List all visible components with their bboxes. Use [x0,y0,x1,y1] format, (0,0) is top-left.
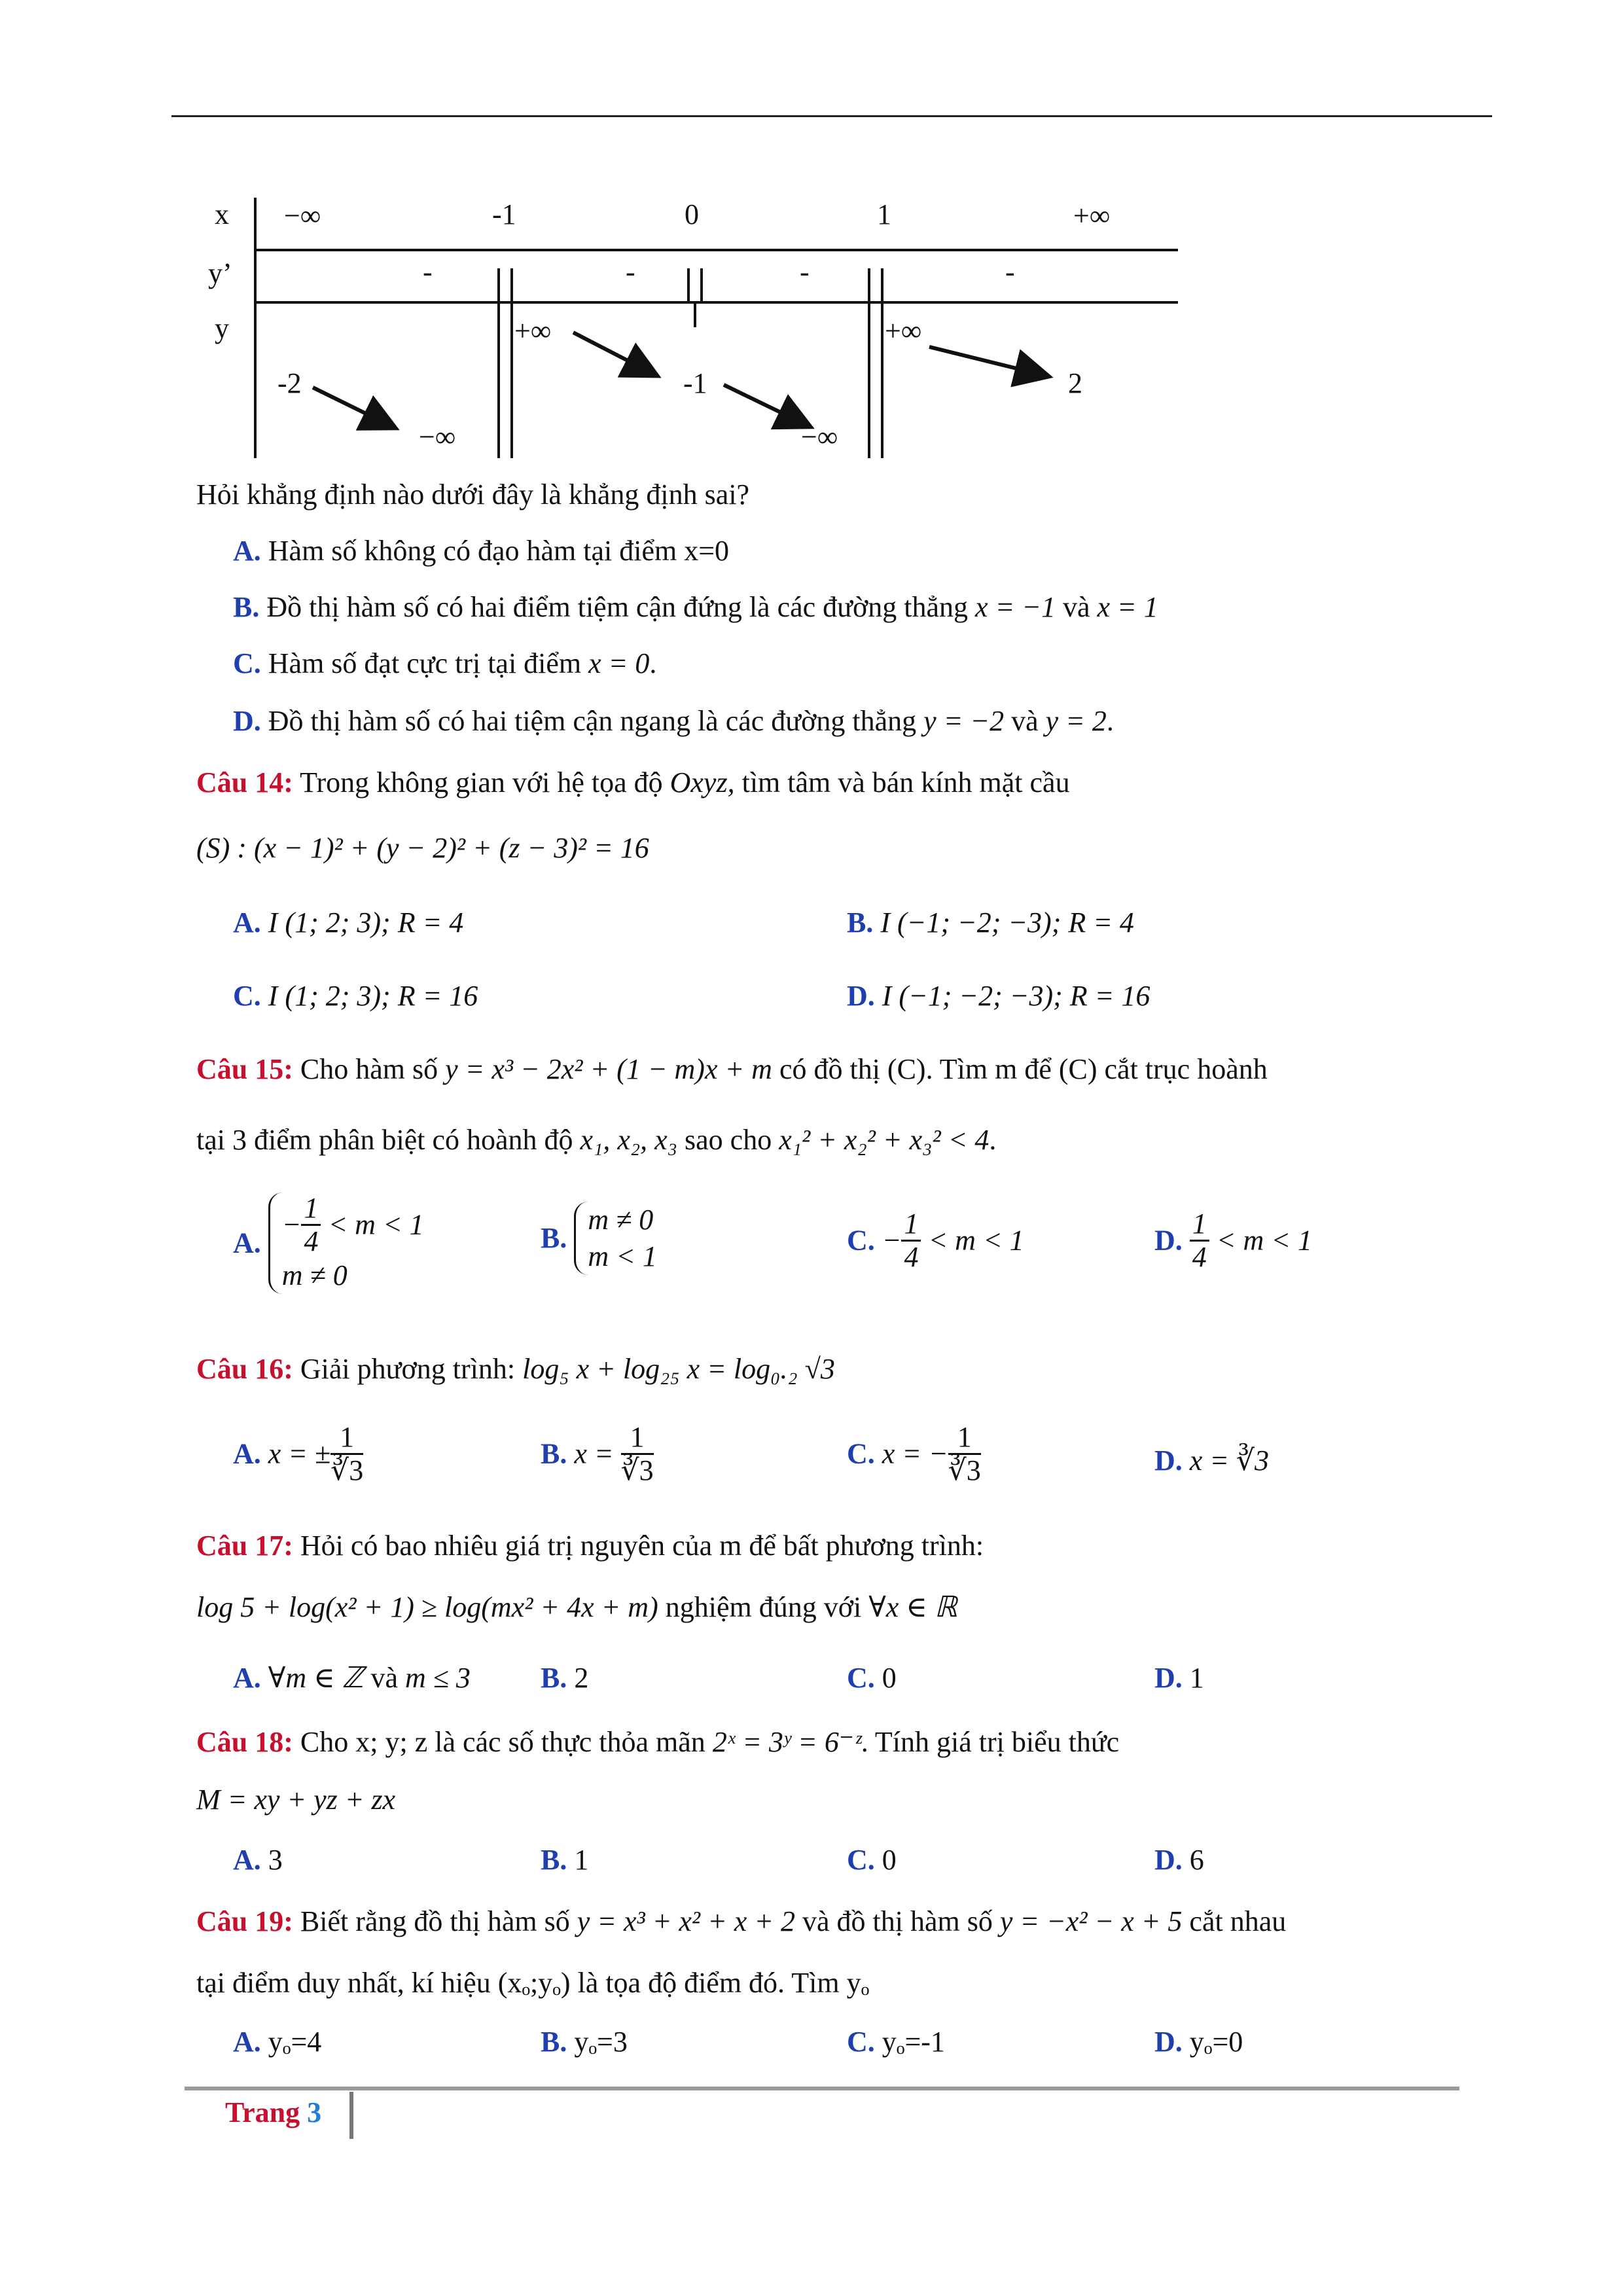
q13-prompt: Hỏi khẳng định nào dưới đây là khẳng định sai? [196,478,750,511]
option-text: Đồ thị hàm số có hai tiệm cận ngang là các đường thẳng [268,705,924,737]
fraction-numerator: 1 [901,1208,921,1242]
q18-option-b [541,1842,588,1878]
option-fraction [330,1422,363,1486]
footer-rule [185,2087,1459,2090]
y-pos-inf-1: +∞ [514,315,552,347]
question-label: Câu 15: [196,1053,293,1085]
option-label: D. [1154,1224,1183,1257]
option-end: . [649,647,657,679]
option-label: D. [233,705,261,737]
q15-option-d [1154,1208,1312,1273]
fraction-denominator: ∛3 [948,1454,981,1486]
q16-option-c [847,1422,981,1486]
option-label: A. [233,1844,261,1876]
row-label-x: x [215,198,229,230]
question-cond: x₁² + x₂² + x₃² < 4 [779,1124,990,1156]
question-text-2: và đồ thị hàm số [795,1905,1000,1937]
q14-equation: (S) : (x − 1)² + (y − 2)² + (z − 3)² = 16 [196,832,649,864]
fraction-numerator: 1 [948,1422,981,1455]
option-math: I (1; 2; 3); R = 16 [268,980,478,1012]
option-text: yₒ=3 [574,2026,628,2058]
option-fraction [1190,1208,1209,1273]
option-label: C. [847,1224,875,1257]
arrow-down-4 [929,347,1046,376]
q17-option-c [847,1660,897,1696]
option-math: I (−1; −2; −3); R = 4 [880,906,1134,939]
option-text: Hàm số đạt cực trị tại điểm [268,647,589,679]
option-fraction [948,1422,981,1486]
fraction-numerator: 1 [621,1422,654,1455]
y-start: -2 [277,367,302,399]
option-end: . [1106,705,1114,737]
y-end: 2 [1068,367,1082,399]
question-equation: log₅ x + log₂₅ x = log₀.₂ √3 [522,1353,835,1385]
question-text-2: có đồ thị (C). Tìm m để (C) cắt trục hoành [772,1053,1268,1085]
q18-option-c [847,1842,897,1878]
q16-stem [196,1351,835,1388]
q15-option-c [847,1208,1024,1273]
option-label: A. [233,1662,261,1694]
option-math-2: m ≤ 3 [404,1662,471,1694]
option-connector: và [1004,705,1046,737]
q14-stem [196,764,1424,801]
row-label-dy: y’ [208,257,232,289]
option-lhs: x = − [882,1437,948,1470]
q14-option-d [847,978,1150,1014]
option-system [574,1202,656,1275]
option-text: yₒ=-1 [882,2026,945,2058]
option-label: B. [541,1662,567,1694]
arrow-down-2 [573,332,654,374]
option-label: D. [847,980,875,1012]
question-func-1: y = x³ + x² + x + 2 [577,1905,796,1937]
y-neg-inf-2: −∞ [801,421,838,453]
option-label: D. [1154,2026,1183,2058]
question-text-3: cắt nhau [1182,1905,1287,1937]
option-text: 3 [268,1844,283,1876]
option-ineq: < m < 1 [1209,1224,1312,1257]
option-label: A. [233,1227,261,1259]
q14-option-b [847,905,1134,941]
y-pos-inf-2: +∞ [885,315,922,347]
fraction-denominator: ∛3 [330,1454,364,1486]
x-minus-one: -1 [492,198,516,230]
q18-option-a [233,1842,283,1878]
q15-stem [196,1051,1268,1088]
sign-4: - [1005,256,1015,288]
option-text: yₒ=4 [268,2026,322,2058]
option-connector: và [363,1662,405,1694]
option-ineq: < m < 1 [921,1224,1024,1257]
q16-option-b [541,1422,654,1486]
q19-option-b [541,2024,628,2060]
footer-divider [349,2092,353,2139]
question-text-2: . Tính giá trị biểu thức [861,1726,1120,1758]
question-text: Biết rằng đồ thị hàm số [293,1905,577,1937]
question-text: Cho hàm số [293,1053,446,1085]
question-text-2: nghiệm đúng với [658,1591,869,1623]
row-label-y: y [215,312,229,344]
question-label: Câu 14: [196,766,293,798]
option-label: A. [233,906,261,939]
fraction-denominator: ∛3 [620,1454,654,1486]
option-text: 1 [574,1844,589,1876]
sign-1: - [423,256,433,288]
option-text: 6 [1189,1844,1204,1876]
option-label: D. [1154,1444,1183,1477]
q17-stem [196,1528,1424,1564]
question-ineq: log 5 + log(x² + 1) ≥ log(mx² + 4x + m) [196,1591,658,1623]
q13-option-b [233,589,1158,626]
question-text: Cho x; y; z là các số thực thỏa mãn [293,1726,713,1758]
option-label: A. [233,1437,261,1470]
option-label: A. [233,2026,261,2058]
sign-2: - [626,256,635,288]
question-roots: x₁, x₂, x₃ [580,1124,678,1156]
variation-table [0,0,1623,471]
question-func-2: y = −x² − x + 5 [999,1905,1183,1937]
q13-option-d [233,703,1114,740]
option-math: I (−1; −2; −3); R = 16 [882,980,1150,1012]
option-math: I (1; 2; 3); R = 4 [268,906,464,939]
option-math: x = −1 [975,591,1056,623]
option-fraction [901,1208,921,1273]
option-math-2: y = 2 [1045,705,1107,737]
fraction-numerator: 1 [1190,1208,1209,1242]
option-minus: − [882,1224,902,1257]
q18-stem [196,1724,1424,1761]
option-label: C. [233,647,261,679]
option-line2: m ≠ 0 [281,1259,348,1291]
q15-option-a [233,1193,424,1294]
x-neg-inf: −∞ [284,200,321,232]
q17-option-b [541,1660,588,1696]
option-text: Hàm số không có đạo hàm tại điểm x=0 [268,535,730,567]
option-label: C. [847,1437,875,1470]
option-connector: và [1055,591,1097,623]
question-text-2: tìm tâm và bán kính mặt cầu [734,766,1070,798]
option-label: B. [541,1844,567,1876]
q15-option-b [541,1202,657,1275]
option-label: C. [233,980,261,1012]
option-lhs: x = ± [268,1437,331,1470]
option-math-2: x = 1 [1097,591,1158,623]
arrow-down-3 [724,385,808,425]
option-lhs: x = [574,1437,621,1470]
question-text: Hỏi có bao nhiêu giá trị nguyên của m để bất phương trình: [293,1530,984,1562]
fraction-denominator: 4 [304,1225,319,1257]
option-text: Đồ thị hàm số có hai điểm tiệm cận đứng là các đường thẳng [266,591,976,623]
option-fraction [621,1422,654,1486]
fraction-numerator: 1 [301,1193,321,1226]
question-oxyz: Oxyz, [669,766,735,798]
y-mid: -1 [683,367,707,399]
option-label: A. [233,535,261,567]
q15-stem-line2 [196,1122,996,1158]
x-one: 1 [877,198,891,230]
option-label: D. [1154,1844,1183,1876]
q16-option-a [233,1422,363,1486]
question-text: Trong không gian với hệ tọa độ [293,766,670,798]
x-pos-inf: +∞ [1073,200,1111,232]
q17-option-a [233,1660,471,1696]
arrow-down-1 [313,387,393,427]
option-text: yₒ=0 [1189,2026,1243,2058]
question-line2a: tại 3 điểm phân biệt có hoành độ [196,1124,580,1156]
option-label: C. [847,2026,875,2058]
option-ineq: < m < 1 [321,1208,424,1241]
q18-expr: M = xy + yz + zx [196,1784,396,1816]
q19-stem [196,1903,1286,1940]
y-neg-inf-1: −∞ [419,421,456,453]
q19-option-a [233,2024,321,2060]
option-math: x = ∛3 [1189,1444,1270,1477]
q16-option-d [1154,1443,1269,1479]
option-line1: m ≠ 0 [588,1204,654,1236]
question-line2c: . [989,1124,997,1156]
option-label: B. [541,1437,567,1470]
option-math: y = −2 [923,705,1005,737]
footer-page-word: Trang [225,2096,300,2128]
q19-option-d [1154,2024,1243,2060]
q14-option-a [233,905,463,941]
option-label: B. [541,2026,567,2058]
option-math: x = 0 [588,647,650,679]
question-label: Câu 16: [196,1353,293,1385]
option-system [268,1193,424,1294]
option-label: C. [847,1844,875,1876]
fraction-denominator: 4 [904,1241,919,1273]
option-text: 0 [882,1844,897,1876]
option-math: ∀m ∈ ℤ [268,1662,364,1694]
question-cond: 2ˣ = 3ʸ = 6⁻ᶻ [712,1726,861,1758]
page-footer [225,2094,321,2131]
option-label: D. [1154,1662,1183,1694]
sign-3: - [800,256,810,288]
option-label: B. [541,1222,567,1254]
q14-option-c [233,978,478,1014]
question-line2b: sao cho [677,1124,779,1156]
question-func: y = x³ − 2x² + (1 − m)x + m [445,1053,772,1085]
q13-option-a [233,533,729,569]
q18-option-d [1154,1842,1204,1878]
option-text: 1 [1189,1662,1204,1694]
question-text: Giải phương trình: [293,1353,523,1385]
question-label: Câu 18: [196,1726,293,1758]
option-label: B. [233,591,260,623]
question-forall: ∀x ∈ ℝ [868,1591,957,1623]
q13-option-c [233,645,656,682]
fraction-denominator: 4 [1192,1241,1207,1273]
question-label: Câu 19: [196,1905,293,1937]
q19-option-c [847,2024,945,2060]
q17-stem-line2 [196,1589,957,1626]
q17-option-d [1154,1660,1204,1696]
footer-page-number: 3 [307,2096,322,2128]
option-minus: − [281,1208,302,1241]
x-zero: 0 [685,198,699,230]
q19-stem-line2: tại điểm duy nhất, kí hiệu (xₒ;yₒ) là tọa độ điểm đó. Tìm yₒ [196,1967,870,1999]
option-text: 2 [574,1662,589,1694]
option-text: 0 [882,1662,897,1694]
option-line2: m < 1 [588,1240,657,1272]
option-label: B. [847,906,874,939]
question-label: Câu 17: [196,1530,293,1562]
option-fraction [301,1193,321,1257]
option-label: C. [847,1662,875,1694]
fraction-numerator: 1 [330,1422,363,1455]
